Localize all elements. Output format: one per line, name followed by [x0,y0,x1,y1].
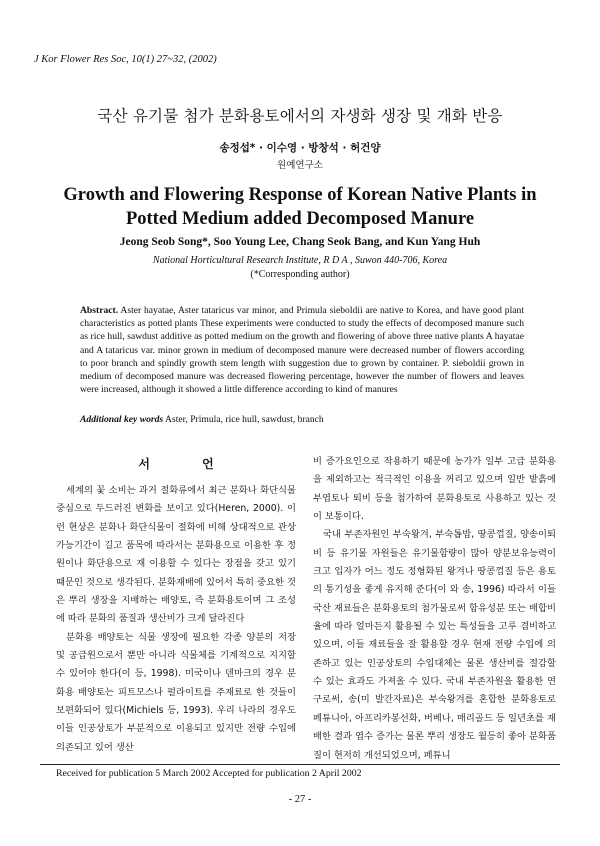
korean-affiliation: 원예연구소 [277,160,323,171]
abstract-text: Aster hayatae, Aster tataricus var minor, and Primula sieboldii are native to Korea, and have good plant characteristics as potted plants These experiments were conducted to study the effects of decomposed manure such as rice hull, sawdust additive as potted medium on the growth and flowering of above three native plants A hayatae and A tataricus var. minor grown in medium of decomposed manure were decreased number of flowers according to poor branch and spindly growth stem length with suggestion due to grown by container. P. sieboldii grown in medium of decomposed manure was decreased flowering percentage, however the number of flowers and leaves were increased, although it showed a little difference according to kind of manures [80,305,524,396]
journal-citation: J Kor Flower Res Soc, 10(1) 27~32, (2002) [34,54,217,65]
abstract-label: Abstract. [80,305,119,316]
english-authors: Jeong Seob Song*, Soo Young Lee, Chang Seok Bang, and Kun Yang Huh [119,236,481,248]
keywords-label: Additional key words [80,414,164,425]
right-column [313,453,556,765]
paragraph: 국내 부존자원인 부숙왕겨, 부숙톱밥, 땅콩껍질, 양송이퇴비 등 유기물 자원들은 유기물함량이 많아 양분보유능력이 크고 입자가 어느 정도 정형화된 왕겨나 땅콩껍질 등은 용토의 통기성을 좋게 유지해 준다(이 와 송, 1996) 따라서 이들 국산 재료들은 분화용토의 첨가물로써 함유성분 또는 배합비율에 따라 얼마든지 활용될 수 있는 특성들을 고루 겸비하고 있으며, 이들 재료들을 잘 활용할 경우 현재 전량 수입에 의존하고 있는 인공상토의 수입대체는 물론 생산비를 절감할 수 있는 효과도 가져올 수 있다. 국내 부존자원을 활용한 연구로써, 송(미 발간자료)은 부숙왕겨를 혼합한 분화용토로 페튜니아, 아프리카봉선화, 버베나, 매리골드 등 일년초를 재배한 결과 엽수 증가는 물론 뿌리 생장도 월등히 좋아 분화품질이 현저히 개선되었으며, 페튜니 [313,529,556,761]
left-column [56,482,296,757]
abstract [80,304,524,396]
english-affiliation: National Horticultural Research Institute, R D A , Suwon 440-706, Korea [152,255,448,266]
corresponding-author-note: (*Corresponding author) [250,269,350,280]
english-title: Growth and Flowering Response of Korean Native Plants in Potted Medium added Decomposed Manure [63,185,537,229]
keywords-text: Aster, Primula, rice hull, sawdust, branch [165,414,324,425]
received-dates: Received for publication 5 March 2002 Accepted for publication 2 April 2002 [56,768,362,779]
korean-authors: 송정섭* · 이수영 · 방창석 · 허건양 [219,142,381,154]
footnote-divider [40,764,560,765]
korean-title: 국산 유기물 첨가 분화용토에서의 자생화 생장 및 개화 반응 [97,107,503,125]
page-number: - 27 - [288,794,312,805]
paragraph: 분화용 배양토는 식물 생장에 필요한 각종 양분의 저장 및 공급원으로서 뿐만 아니라 식물체를 기계적으로 지지할 수 있어야 한다(이 등, 1998). 미국이나 덴마크의 경우 분화용 배양토는 피트모스나 펄라이트를 주재료로 한 것들이 보편화되어 있다(Michiels 등, 1993). 우리 나라의 경우도 이들 인공상토가 부분적으로 이용되고 있지만 전량 수입에 의존되고 있어 생산 [56,631,296,753]
keywords [80,414,524,425]
paragraph: 비 증가요인으로 작용하기 때문에 농가가 일부 고급 분화용을 제외하고는 적극적인 이용을 꺼리고 있으며 일반 밭흙에 부엽토나 퇴비 등을 첨가하여 분화용토로 사용하고 있는 것이 보통이다. [313,456,556,523]
section-heading-introduction: 서 언 [138,457,238,471]
paragraph: 세계의 꽃 소비는 과거 절화류에서 최근 분화나 화단식물 중심으로 두드러진 변화를 보이고 있다(Heren, 2000). 이런 현상은 분화나 화단식물이 절화에 비해 상대적으로 관상 가능기간이 길고 품목에 따라서는 분화용으로 이용한 후 정원이나 화단용으로 재 이용할 수 있다는 장점을 갖고 있기 때문인 것으로 생각된다. 분화재배에 있어서 특히 중요한 것은 뿌리 생장을 지배하는 배양토, 즉 분화용토이며 그 조성에 따라 분화의 품질과 생산비가 크게 달라진다 [56,485,296,625]
